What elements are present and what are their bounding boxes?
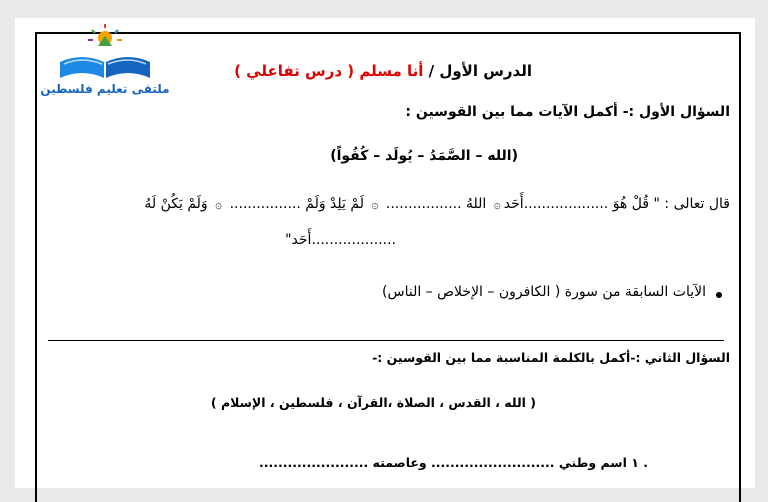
sun-icon: [88, 24, 122, 46]
open-book-icon: [40, 22, 170, 84]
section-divider: [48, 340, 724, 341]
lesson-title-name: أنا مسلم ( درس تفاعلي ): [234, 62, 424, 80]
verse-end-icon: ۞: [215, 197, 223, 211]
verse-end-icon: ۞: [493, 197, 501, 211]
verse-blank-3: لَمْ يَلِدْ وَلَمْ ................: [225, 196, 369, 212]
question2-title: السؤال الثاني :-أكمل بالكلمة المناسبة مما بين القوسين :-: [372, 350, 730, 365]
lesson-title-prefix: الدرس الأول /: [423, 62, 532, 80]
verse-end-icon: ۞: [371, 197, 379, 211]
question2-word-bank: ( الله ، القدس ، الصلاة ،القرآن ، فلسطين ، الإسلام ): [210, 395, 536, 410]
question1-title: السؤال الأول :- أكمل الآيات مما بين القوسين :: [405, 104, 730, 120]
verse-blank-1: ...................أَحَد: [503, 196, 609, 212]
logo-text: ملتقى تعليم فلسطين: [40, 82, 170, 96]
verse-blank-2: اللهُ .................: [381, 196, 491, 212]
lesson-title: [234, 62, 532, 80]
verse-part-4: وَلَمْ يَكُنْ لَهُ: [144, 196, 213, 212]
question2-item-1: . ١ اسم وطني .......................... وعاصمته .......................: [258, 455, 648, 470]
verse-line-2: ...................أَحَد": [285, 232, 396, 248]
verse-intro: قال تعالى : " قُلْ هُوَ: [608, 196, 730, 212]
question1-surah-choice: الآيات السابقة من سورة ( الكافرون – الإخلاص – الناس): [382, 284, 706, 300]
page-border: [35, 32, 741, 502]
logo: [40, 22, 170, 102]
bullet-icon: [716, 292, 722, 298]
verse-line-1: [144, 196, 730, 212]
question1-word-bank: (الله – الصَّمَدُ – يُولَد – كُفُواً): [330, 148, 518, 164]
